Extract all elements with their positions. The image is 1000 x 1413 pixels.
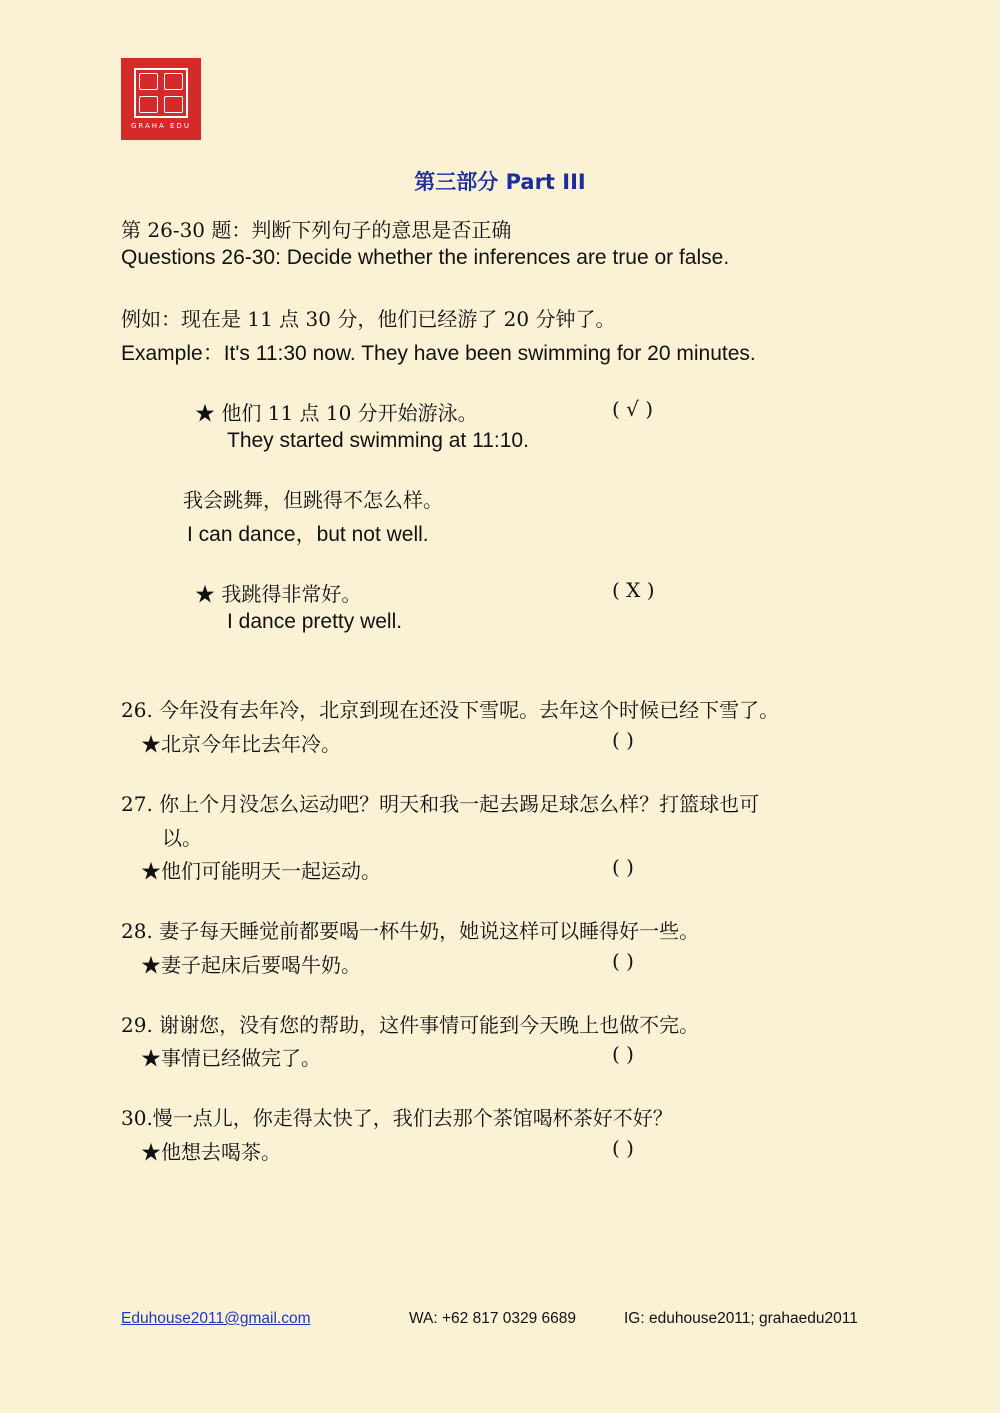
question-26-text: 26. 今年没有去年冷，北京到现在还没下雪呢。去年这个时候已经下雪了。 <box>121 698 780 722</box>
example2-statement-cn: ★ 我跳得非常好。 <box>195 582 362 606</box>
example1-answer: ( √ ) <box>612 397 654 421</box>
question-26-statement: ★北京今年比去年冷。 <box>141 732 341 756</box>
question-30-answer-box[interactable]: ( ) <box>612 1136 634 1160</box>
example1-statement-cn: ★ 他们 11 点 10 分开始游泳。 <box>195 401 478 425</box>
question-26-answer-box[interactable]: ( ) <box>612 728 634 752</box>
page-title: 第三部分 Part III <box>414 170 586 194</box>
footer-email-link[interactable]: Eduhouse2011@gmail.com <box>121 1310 311 1327</box>
seal-glyphs <box>134 68 188 118</box>
footer-whatsapp: WA: +62 817 0329 6689 <box>409 1310 577 1327</box>
footer-instagram: IG: eduhouse2011; grahaedu2011 <box>624 1310 858 1327</box>
question-27-answer-box[interactable]: ( ) <box>612 855 634 879</box>
example2-cn: 我会跳舞，但跳得不怎么样。 <box>183 488 443 512</box>
example2-answer: ( X ) <box>612 578 655 602</box>
question-28-statement: ★妻子起床后要喝牛奶。 <box>141 953 361 977</box>
example1-statement-en: They started swimming at 11:10. <box>227 429 529 452</box>
logo-wordmark: GRAHA EDU <box>130 122 191 130</box>
example2-en: I can dance，but not well. <box>187 523 429 546</box>
question-29-answer-box[interactable]: ( ) <box>612 1042 634 1066</box>
question-30-statement: ★他想去喝茶。 <box>141 1140 281 1164</box>
question-27-text-cont: 以。 <box>162 826 202 850</box>
question-28-text: 28. 妻子每天睡觉前都要喝一杯牛奶，她说这样可以睡得好一些。 <box>121 919 700 943</box>
question-27-statement: ★他们可能明天一起运动。 <box>141 859 381 883</box>
instructions-cn: 第 26-30 题：判断下列句子的意思是否正确 <box>121 218 512 242</box>
question-29-statement: ★事情已经做完了。 <box>141 1046 321 1070</box>
question-27-text: 27. 你上个月没怎么运动吧？明天和我一起去踢足球怎么样？打篮球也可 <box>121 792 760 816</box>
graha-edu-logo <box>121 58 201 140</box>
example1-cn: 例如：现在是 11 点 30 分，他们已经游了 20 分钟了。 <box>121 307 616 331</box>
question-29-text: 29. 谢谢您，没有您的帮助，这件事情可能到今天晚上也做不完。 <box>121 1013 700 1037</box>
instructions-en: Questions 26-30: Decide whether the inferences are true or false. <box>121 246 730 269</box>
question-30-text: 30.慢一点儿，你走得太快了，我们去那个茶馆喝杯茶好不好？ <box>121 1106 673 1130</box>
question-28-answer-box[interactable]: ( ) <box>612 949 634 973</box>
example1-en: Example：It's 11:30 now. They have been swimming for 20 minutes. <box>121 342 756 365</box>
example2-statement-en: I dance pretty well. <box>227 610 403 633</box>
